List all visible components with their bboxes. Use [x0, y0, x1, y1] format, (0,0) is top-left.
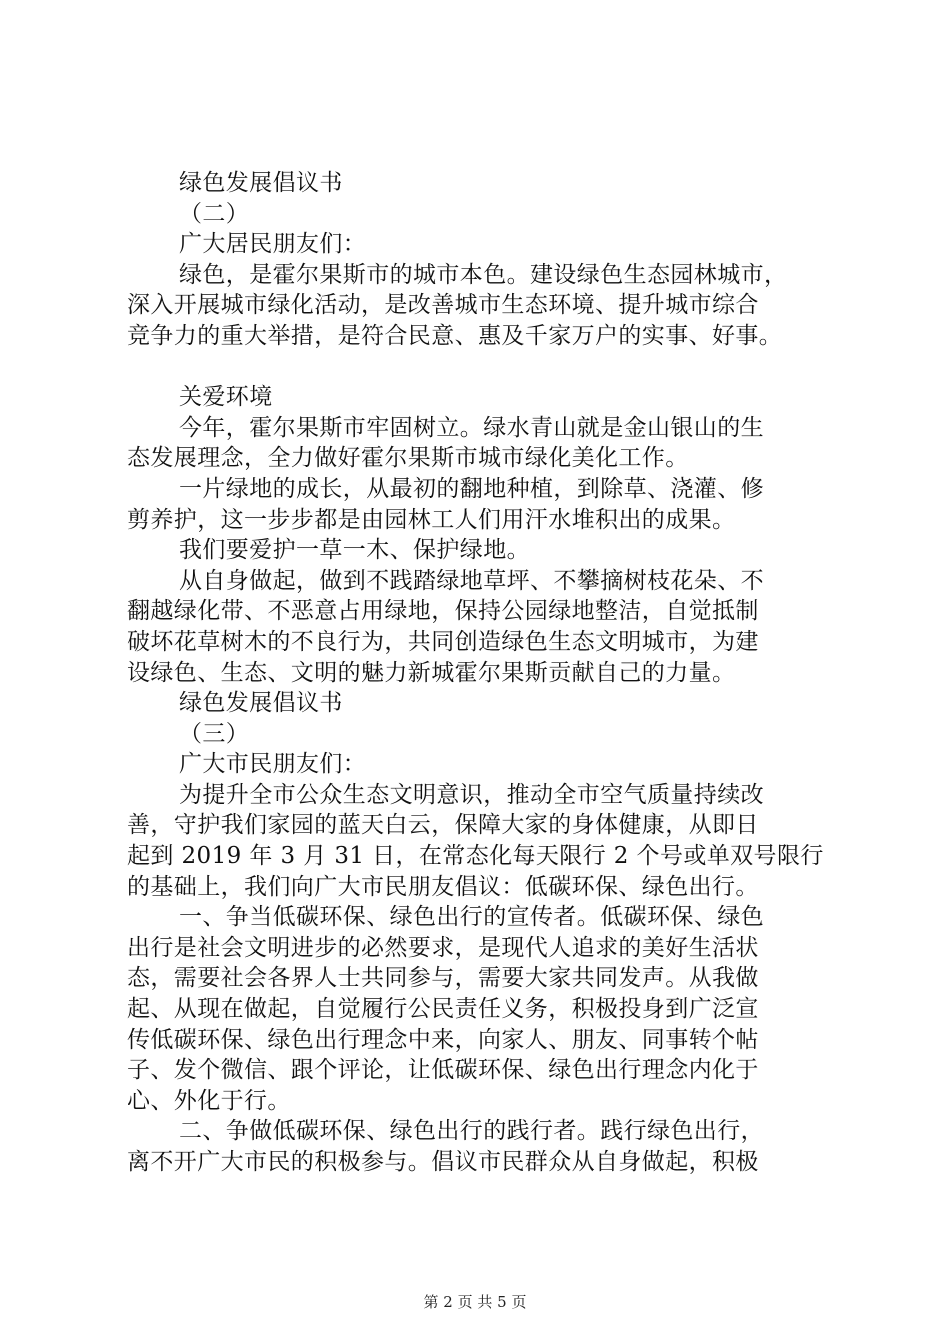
text-line: 态，需要社会各界人士共同参与，需要大家共同发声。从我做	[127, 965, 759, 992]
text-line: 从自身做起，做到不践踏绿地草坪、不攀摘树枝花朵、不	[179, 567, 764, 594]
page-footer: 第 2 页 共 5 页	[423, 1293, 527, 1311]
text-line: 的基础上，我们向广大市民朋友倡议：低碳环保、绿色出行。	[127, 873, 759, 900]
text-line: 起到 2019 年 3 月 31 日，在常态化每天限行 2 个号或单双号限行	[127, 843, 824, 870]
text-line: 起、从现在做起，自觉履行公民责任义务，积极投身到广泛宣	[127, 996, 759, 1023]
text-line: 广大居民朋友们：	[179, 231, 367, 258]
text-line: 善，守护我们家园的蓝天白云，保障大家的身体健康，从即日	[127, 812, 759, 839]
text-line: 剪养护，这一步步都是由园林工人们用汗水堆积出的成果。	[127, 506, 736, 533]
text-line: 今年，霍尔果斯市牢固树立。绿水青山就是金山银山的生	[179, 414, 764, 441]
document-body	[127, 168, 830, 1178]
text-line: 一、争当低碳环保、绿色出行的宣传者。低碳环保、绿色	[179, 904, 764, 931]
text-line: 设绿色、生态、文明的魅力新城霍尔果斯贡献自己的力量。	[127, 659, 736, 686]
text-line: 翻越绿化带、不恶意占用绿地，保持公园绿地整洁，自觉抵制	[127, 598, 759, 625]
text-line: 出行是社会文明进步的必然要求，是现代人追求的美好生活状	[127, 934, 759, 961]
text-line: 关爱环境	[179, 384, 273, 411]
text-line: 我们要爱护一草一木、保护绿地。	[179, 537, 530, 564]
text-line: 态发展理念，全力做好霍尔果斯市城市绿化美化工作。	[127, 445, 689, 472]
text-line: 一片绿地的成长，从最初的翻地种植，到除草、浇灌、修	[179, 475, 764, 502]
text-line: 绿色发展倡议书	[179, 170, 343, 196]
text-line: 破坏花草树木的不良行为，共同创造绿色生态文明城市，为建	[127, 628, 759, 655]
text-line: 绿色，是霍尔果斯市的城市本色。建设绿色生态园林城市，	[179, 261, 788, 288]
text-line: （二）	[179, 200, 250, 227]
text-line: 竞争力的重大举措，是符合民意、惠及千家万户的实事、好事。	[127, 322, 783, 349]
blank-line	[127, 352, 830, 383]
text-line: 广大市民朋友们：	[179, 751, 367, 778]
text-line: 传低碳环保、绿色出行理念中来，向家人、朋友、同事转个帖	[127, 1026, 759, 1053]
text-line: 二、争做低碳环保、绿色出行的践行者。践行绿色出行，	[179, 1118, 764, 1145]
text-line: 绿色发展倡议书	[179, 690, 343, 717]
text-line: 为提升全市公众生态文明意识，推动全市空气质量持续改	[179, 781, 764, 808]
text-line: 深入开展城市绿化活动，是改善城市生态环境、提升城市综合	[127, 292, 759, 319]
text-line: 心、外化于行。	[127, 1087, 291, 1114]
text-line: 离不开广大市民的积极参与。倡议市民群众从自身做起，积极	[127, 1149, 759, 1175]
text-line: （三）	[179, 720, 250, 747]
text-line: 子、发个微信、跟个评论，让低碳环保、绿色出行理念内化于	[127, 1057, 759, 1084]
